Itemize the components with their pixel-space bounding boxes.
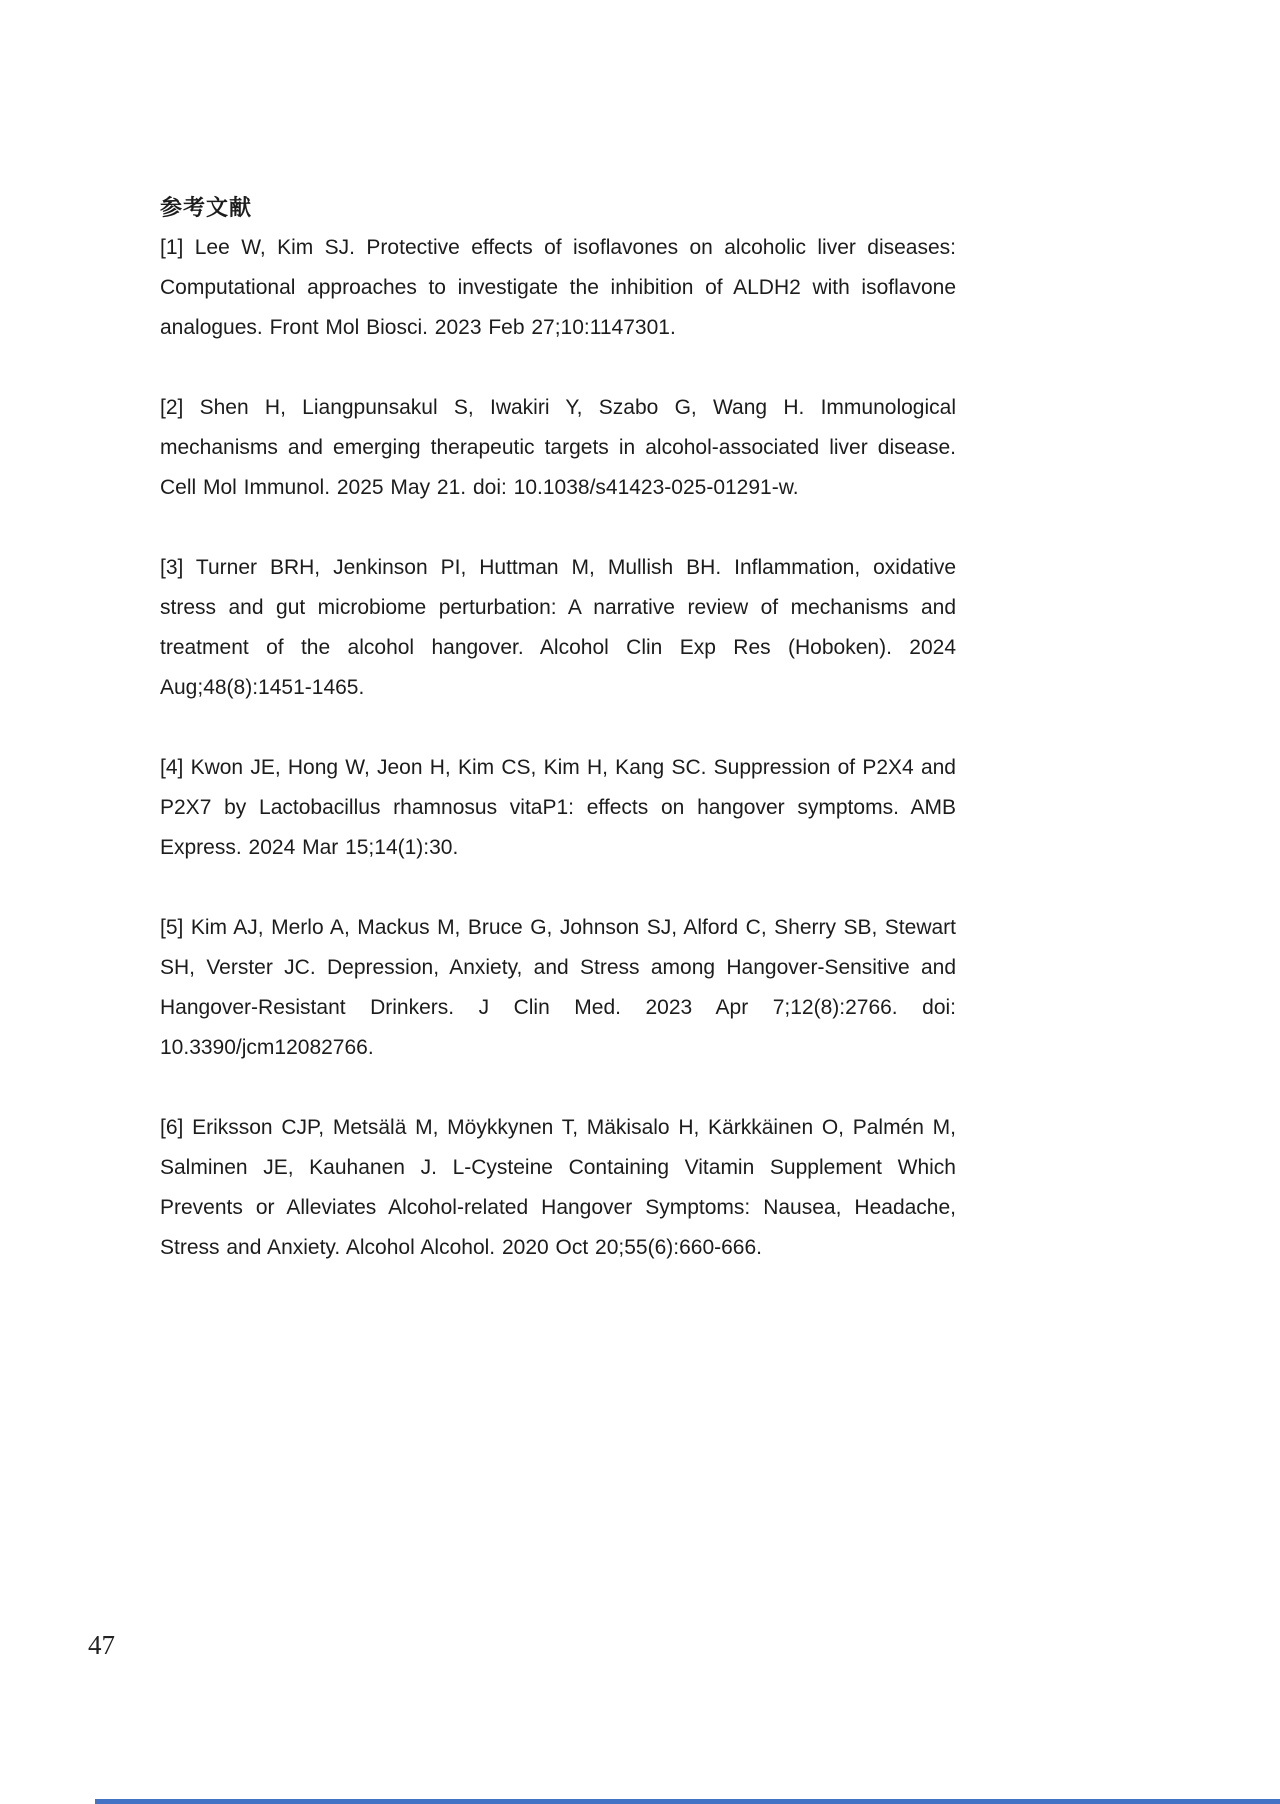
reference-item-2: [2] Shen H, Liangpunsakul S, Iwakiri Y, Szabo G, Wang H. Immunological mechanisms and emerging therapeutic targets in alcohol-associated liver disease. Cell Mol Immunol. 2025 May 21. doi: 10.1038/s41423-025-01291-w. xyxy=(160,396,956,499)
reference-item-6: [6] Eriksson CJP, Metsälä M, Möykkynen T, Mäkisalo H, Kärkkäinen O, Palmén M, Salminen JE, Kauhanen J. L-Cysteine Containing Vitamin Supplement Which Prevents or Alleviates Alcohol-related Hangover Symptoms: Nausea, Headache, Stress and Anxiety. Alcohol Alcohol. 2020 Oct 20;55(6):660-666. xyxy=(160,1116,956,1259)
reference-item-5: [5] Kim AJ, Merlo A, Mackus M, Bruce G, Johnson SJ, Alford C, Sherry SB, Stewart SH, Verster JC. Depression, Anxiety, and Stress among Hangover-Sensitive and Hangover-Resistant Drinkers. J Clin Med. 2023 Apr 7;12(8):2766. doi: 10.3390/jcm12082766. xyxy=(160,916,956,1059)
page-number: 47 xyxy=(88,1630,115,1660)
bottom-accent-rule xyxy=(95,1799,1280,1804)
reference-item-1: [1] Lee W, Kim SJ. Protective effects of isoflavones on alcoholic liver diseases: Computational approaches to investigate the inhibition of ALDH2 with isoflavone analogues. Front Mol Biosci. 2023 Feb 27;10:1147301. xyxy=(160,236,956,339)
references-section xyxy=(160,188,956,1268)
section-heading: 参考文献 xyxy=(160,195,253,220)
reference-item-4: [4] Kwon JE, Hong W, Jeon H, Kim CS, Kim H, Kang SC. Suppression of P2X4 and P2X7 by Lactobacillus rhamnosus vitaP1: effects on hangover symptoms. AMB Express. 2024 Mar 15;14(1):30. xyxy=(160,756,956,859)
reference-item-3: [3] Turner BRH, Jenkinson PI, Huttman M, Mullish BH. Inflammation, oxidative stress and gut microbiome perturbation: A narrative review of mechanisms and treatment of the alcohol hangover. Alcohol Clin Exp Res (Hoboken). 2024 Aug;48(8):1451-1465. xyxy=(160,556,956,699)
